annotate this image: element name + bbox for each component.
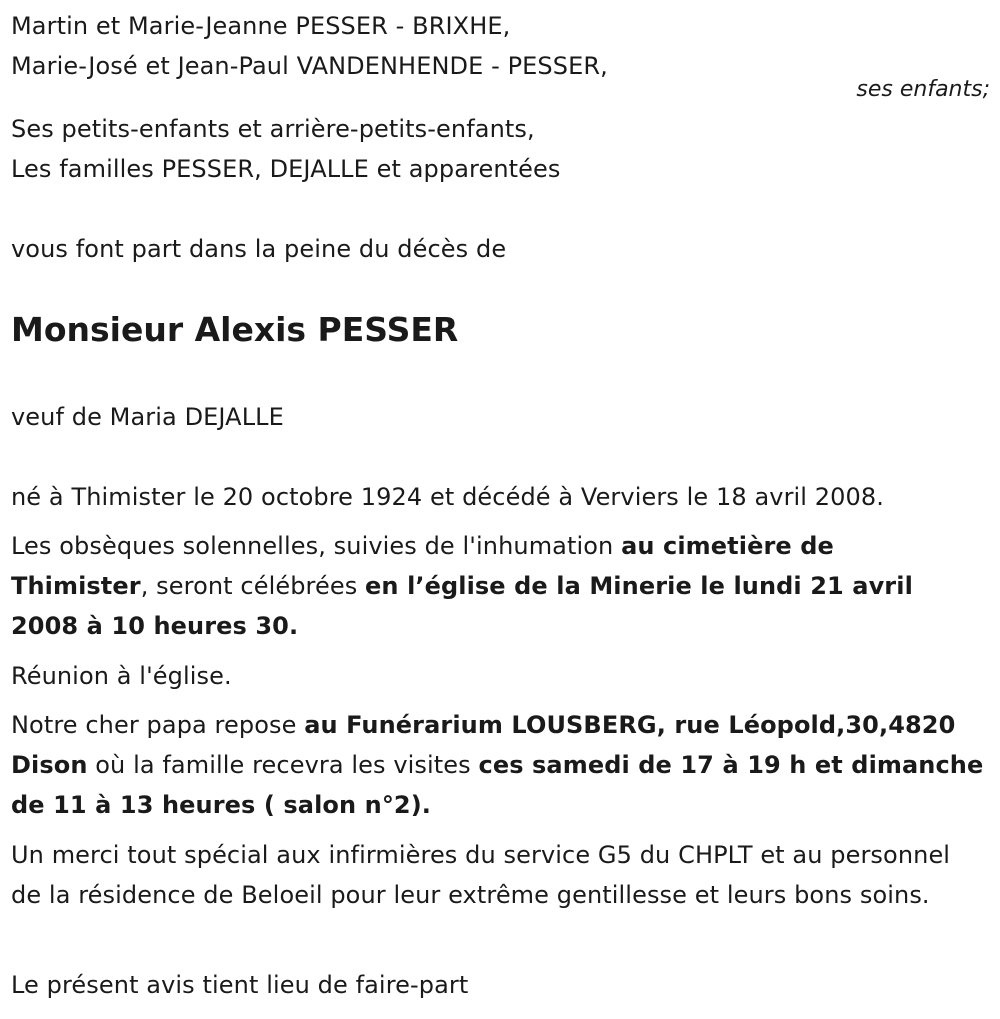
family-line-grandchildren: Ses petits-enfants et arrière-petits-enfants, xyxy=(11,115,535,143)
meeting-text: Réunion à l'église. xyxy=(11,662,232,690)
rest-paragraph xyxy=(11,705,996,825)
birth-death-text: né à Thimister le 20 octobre 1924 et décédé à Verviers le 18 avril 2008. xyxy=(11,483,885,511)
rest-funeral-home: au Funérarium LOUSBERG, rue Léopold,30,4820 Dison xyxy=(11,711,956,779)
funeral-church-date: en l’église de la Minerie le lundi 21 avril 2008 à 10 heures 30. xyxy=(11,572,913,640)
announcement-text: vous font part dans la peine du décès de xyxy=(11,235,507,263)
deceased-name: Monsieur Alexis PESSER xyxy=(11,310,459,349)
rest-visiting-hours: ces samedi de 17 à 19 h et dimanche de 11 à 13 heures ( salon n°2). xyxy=(11,751,984,819)
family-line-children-1: Martin et Marie-Jeanne PESSER - BRIXHE, xyxy=(11,12,511,40)
funeral-text-2: , seront célébrées xyxy=(140,572,366,600)
funeral-cemetery: au cimetière de Thimister xyxy=(11,532,834,600)
family-line-children-2: Marie-José et Jean-Paul VANDENHENDE - PESSER, xyxy=(11,52,608,80)
family-line-families: Les familles PESSER, DEJALLE et apparentées xyxy=(11,155,561,183)
widower-text: veuf de Maria DEJALLE xyxy=(11,403,284,431)
funeral-text-1: Les obsèques solennelles, suivies de l'inhumation xyxy=(11,532,622,560)
funeral-paragraph xyxy=(11,526,971,646)
rest-text-2: où la famille recevra les visites xyxy=(87,751,479,779)
thanks-paragraph: Un merci tout spécial aux infirmières du service G5 du CHPLT et au personnel de la résidence de Beloeil pour leur extrême gentillesse et leurs bons soins. xyxy=(11,841,951,909)
rest-text-1: Notre cher papa repose xyxy=(11,711,305,739)
children-note: ses enfants; xyxy=(856,77,990,102)
notice-text: Le présent avis tient lieu de faire-part xyxy=(11,971,469,999)
